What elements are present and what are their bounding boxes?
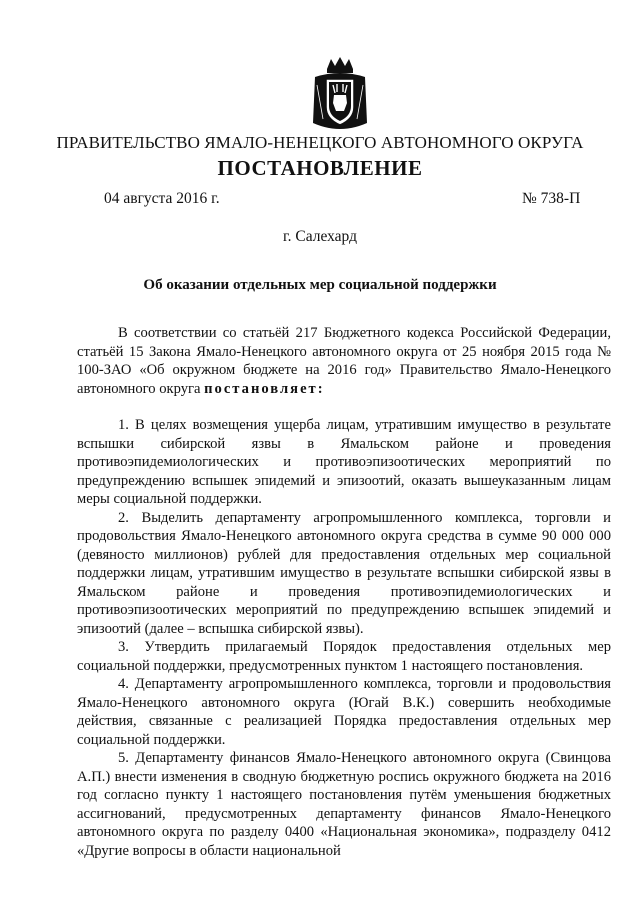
document-type: ПОСТАНОВЛЕНИЕ (217, 156, 423, 180)
document-city: г. Салехард (283, 228, 357, 245)
item-paragraph: 1. В целях возмещения ущерба лицам, утратившим имущество в результате вспышки сибирской язвы в Ямальском районе и проведения противоэпидемиологических и противоэпизоотических мероприятий по предупреждению вспышек эпидемий и эпизоотий, оказать вышеуказанным лицам меры социальной поддержки. (77, 417, 611, 507)
government-name: ПРАВИТЕЛЬСТВО ЯМАЛО-НЕНЕЦКОГО АВТОНОМНОГО ОКРУГА (56, 133, 584, 152)
resolves-word: постановляет: (204, 380, 325, 397)
document-body (77, 324, 611, 860)
item-paragraph: 5. Департаменту финансов Ямало-Ненецкого автономного округа (Свинцова А.П.) внести изменения в сводную бюджетную роспись окружного бюджета на 2016 год согласно пункту 1 настоящего постановления путём уменьшения бюджетных ассигнований, предусмотренных департаменту финансов Ямало-Ненецкого автономного округа по разделу 0400 «Национальная экономика», подразделу 0412 «Другие вопросы в области национальной (77, 750, 611, 859)
item-paragraph: 4. Департаменту агропромышленного комплекса, торговли и продовольствия Ямало-Ненецкого автономного округа (Югай В.К.) совершить необходимые действия, связанные с реализацией Порядка предоставления отдельных мер социальной поддержки. (77, 676, 611, 748)
document-number: № 738-П (522, 190, 581, 207)
preamble-paragraph (77, 324, 611, 398)
preamble-text: В соответствии со статьёй 217 Бюджетного кодекса Российской Федерации, статьёй 15 Закона Ямало-Ненецкого автономного округа от 25 ноября 2015 года № 100-ЗАО «Об окружном бюджете на 2016 год» Правительство Ямало-Ненецкого автономного округа (77, 325, 611, 397)
document-date: 04 августа 2016 г. (104, 190, 220, 207)
item-paragraph: 3. Утвердить прилагаемый Порядок предоставления отдельных мер социальной поддержки, предусмотренных пунктом 1 настоящего постановления. (77, 639, 611, 674)
coat-of-arms-emblem (309, 55, 371, 135)
item-paragraph: 2. Выделить департаменту агропромышленного комплекса, торговли и продовольствия Ямало-Ненецкого автономного округа средства в сумме 90 000 000 (девяносто миллионов) рублей для предоставления отдельных мер социальной поддержки лицам, утратившим имущество в результате вспышки сибирской язвы в Ямальском районе и проведения противоэпидемиологических и противоэпизоотических мероприятий по предупреждению вспышек эпидемий и эпизоотий (далее – вспышка сибирской язвы). (77, 509, 611, 637)
document-subject: Об оказании отдельных мер социальной поддержки (143, 277, 497, 293)
